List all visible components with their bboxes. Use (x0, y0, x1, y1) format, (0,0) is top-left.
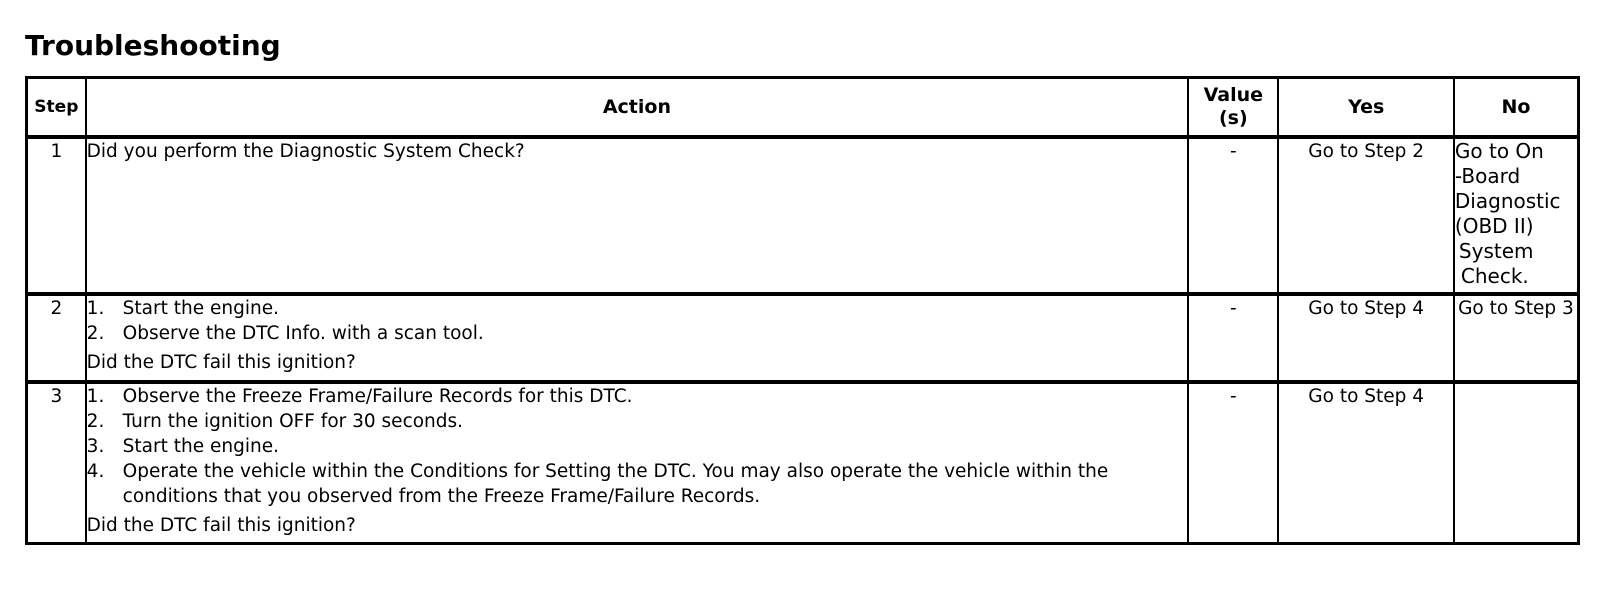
action-step-number: 1. (86, 386, 105, 407)
no-cell (1454, 382, 1579, 544)
action-step (87, 409, 1187, 434)
header-value (1188, 78, 1278, 138)
value-cell: - (1188, 382, 1278, 544)
action-step-number: 3. (86, 436, 105, 457)
action-steps-list (87, 384, 1187, 509)
troubleshooting-table (25, 76, 1580, 545)
step-number: 3 (27, 382, 86, 544)
header-action: Action (86, 78, 1188, 138)
action-step (87, 321, 1187, 346)
table-header-row (27, 78, 1579, 138)
page-title: Troubleshooting (25, 29, 281, 62)
yes-cell: Go to Step 4 (1278, 294, 1453, 382)
table-row (27, 382, 1579, 544)
header-no: No (1454, 78, 1579, 138)
action-step-number: 2. (86, 411, 105, 432)
no-line: Check. (1460, 264, 1529, 288)
no-cell: Go to Step 3 (1454, 294, 1579, 382)
table-row (27, 137, 1579, 294)
yes-cell: Go to Step 4 (1278, 382, 1453, 544)
no-line: (OBD II) (1454, 214, 1534, 238)
action-cell (86, 382, 1188, 544)
action-step-text: Operate the vehicle within the Conditions for Setting the DTC. You may also operate the vehicle within the conditions that you observed from the Freeze Frame/Failure Records. (122, 461, 1109, 507)
action-step (87, 296, 1187, 321)
value-cell: - (1188, 137, 1278, 294)
action-step (87, 434, 1187, 459)
table-row (27, 294, 1579, 382)
action-step-text: Observe the DTC Info. with a scan tool. (122, 323, 484, 344)
action-step-number: 4. (86, 461, 105, 482)
action-cell (86, 137, 1188, 294)
header-yes: Yes (1278, 78, 1453, 138)
action-step-number: 2. (86, 323, 105, 344)
no-line: -Board (1454, 164, 1521, 188)
step-number: 1 (27, 137, 86, 294)
no-line: Diagnostic (1454, 189, 1561, 213)
action-step-text: Turn the ignition OFF for 30 seconds. (122, 411, 464, 432)
no-line: Go to On (1454, 139, 1544, 163)
value-cell: - (1188, 294, 1278, 382)
action-question: Did you perform the Diagnostic System Check? (86, 141, 525, 162)
header-value-line1: Value (1203, 84, 1264, 106)
step-number: 2 (27, 294, 86, 382)
action-step-text: Start the engine. (122, 298, 279, 319)
action-question: Did the DTC fail this ignition? (86, 515, 356, 536)
action-question: Did the DTC fail this ignition? (86, 352, 356, 373)
header-value-line2: (s) (1218, 107, 1248, 129)
action-cell (86, 294, 1188, 382)
no-line: System (1458, 239, 1534, 263)
action-steps-list (87, 296, 1187, 346)
action-step-number: 1. (86, 298, 105, 319)
action-step-text: Start the engine. (122, 436, 279, 457)
action-step-text: Observe the Freeze Frame/Failure Records for this DTC. (122, 386, 633, 407)
action-step (87, 459, 1187, 509)
yes-cell: Go to Step 2 (1278, 137, 1453, 294)
no-cell (1454, 137, 1579, 294)
header-step: Step (27, 78, 86, 138)
action-step (87, 384, 1187, 409)
